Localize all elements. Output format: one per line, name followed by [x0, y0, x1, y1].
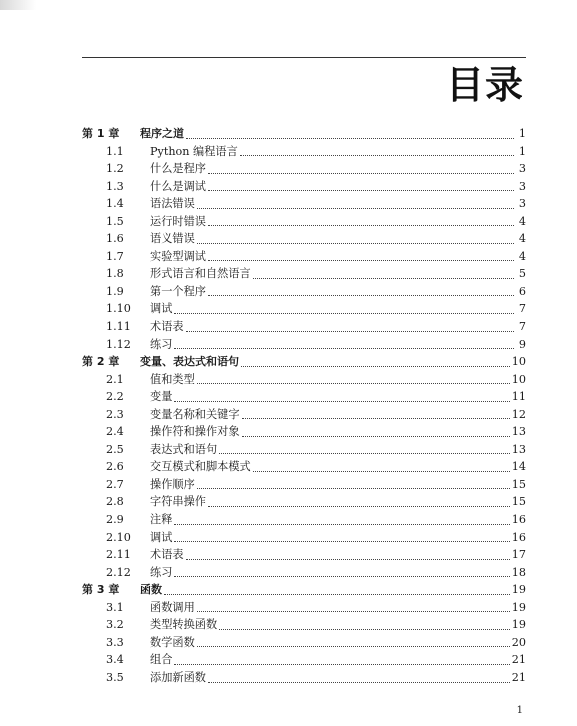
- toc-section-entry[interactable]: [82, 195, 526, 213]
- dot-leader: [219, 629, 510, 630]
- toc-entry-number: 1.4: [106, 197, 124, 211]
- toc-entry-title: 添加新函数: [150, 670, 206, 684]
- toc-entry-number: 1.3: [106, 179, 124, 193]
- header-rule: [82, 57, 526, 58]
- dot-leader: [197, 383, 510, 384]
- toc-entry-title: 什么是程序: [150, 162, 206, 176]
- dot-leader: [208, 260, 514, 261]
- toc-section-entry[interactable]: [82, 265, 526, 283]
- dot-leader: [174, 664, 509, 665]
- toc-section-entry[interactable]: [82, 178, 526, 196]
- toc-entry-title: 注释: [150, 513, 173, 527]
- toc-entry-number: 2.7: [106, 477, 124, 491]
- toc-entry-page: 15: [511, 477, 526, 491]
- toc-entry-page: 19: [511, 583, 526, 597]
- toc-section-entry[interactable]: [82, 406, 526, 424]
- toc-section-entry[interactable]: [82, 476, 526, 494]
- toc-entry-number: 第 2 章: [82, 355, 120, 369]
- toc-section-entry[interactable]: [82, 616, 526, 634]
- toc-entry-number: 1.9: [106, 284, 124, 298]
- dot-leader: [242, 418, 510, 419]
- toc-entry-title: 变量名称和关键字: [150, 407, 240, 421]
- toc-section-entry[interactable]: [82, 458, 526, 476]
- dot-leader: [208, 506, 510, 507]
- toc-entry-page: 3: [518, 179, 526, 193]
- toc-entry-page: 3: [518, 162, 526, 176]
- toc-entry-page: 12: [511, 407, 526, 421]
- toc-entry-title: 函数调用: [150, 600, 195, 614]
- toc-entry-title: 程序之道: [140, 127, 184, 140]
- dot-leader: [164, 594, 510, 595]
- toc-section-entry[interactable]: [82, 143, 526, 161]
- toc-section-entry[interactable]: [82, 529, 526, 547]
- dot-leader: [174, 348, 514, 349]
- dot-leader: [242, 436, 510, 437]
- toc-entry-title: 函数: [140, 583, 162, 597]
- toc-entry-title: 什么是调试: [150, 179, 206, 193]
- dot-leader: [253, 278, 514, 279]
- toc-entry-page: 13: [511, 442, 526, 456]
- toc-chapter-entry[interactable]: [82, 353, 526, 371]
- toc-entry-number: 3.5: [106, 670, 124, 684]
- toc-section-entry[interactable]: [82, 441, 526, 459]
- toc-section-entry[interactable]: [82, 423, 526, 441]
- toc-entry-title: 交互模式和脚本模式: [150, 460, 251, 474]
- toc-entry-page: 4: [518, 249, 526, 263]
- toc-entry-title: 值和类型: [150, 372, 195, 386]
- toc-entry-number: 2.4: [106, 425, 124, 439]
- toc-entry-page: 4: [518, 232, 526, 246]
- toc-section-entry[interactable]: [82, 336, 526, 354]
- toc-entry-page: 16: [511, 513, 526, 527]
- toc-entry-page: 10: [511, 355, 526, 369]
- toc-entry-title: 类型转换函数: [150, 618, 218, 632]
- toc-entry-title: 调试: [150, 302, 173, 316]
- toc-entry-page: 21: [511, 670, 526, 684]
- dot-leader: [240, 155, 514, 156]
- scan-shadow: [0, 0, 36, 10]
- toc-entry-title: 表达式和语句: [150, 442, 218, 456]
- toc-entry-title: 术语表: [150, 548, 184, 562]
- toc-entry-number: 1.12: [106, 337, 131, 351]
- dot-leader: [174, 313, 514, 314]
- toc-entry-page: 11: [511, 390, 526, 404]
- toc-chapter-entry[interactable]: [82, 581, 526, 599]
- toc-entry-number: 第 3 章: [82, 583, 120, 597]
- toc-section-entry[interactable]: [82, 318, 526, 336]
- dot-leader: [208, 682, 510, 683]
- toc-entry-title: 字符串操作: [150, 495, 206, 509]
- dot-leader: [253, 471, 510, 472]
- toc-section-entry[interactable]: [82, 248, 526, 266]
- dot-leader: [197, 488, 510, 489]
- toc-entry-number: 2.10: [106, 530, 131, 544]
- toc-entry-number: 3.2: [106, 618, 124, 632]
- toc-entry-page: 20: [511, 635, 526, 649]
- toc-entry-number: 1.5: [106, 214, 124, 228]
- toc-entry-page: 7: [518, 320, 526, 334]
- toc-entry-title: 组合: [150, 653, 173, 667]
- dot-leader: [174, 524, 509, 525]
- toc-entry-page: 17: [511, 548, 526, 562]
- toc-entry-number: 2.2: [106, 390, 124, 404]
- toc-entry-title: 第一个程序: [150, 284, 206, 298]
- toc-chapter-entry[interactable]: [82, 125, 526, 143]
- toc-entry-number: 3.4: [106, 653, 124, 667]
- toc-section-entry[interactable]: [82, 371, 526, 389]
- toc-entry-page: 1: [518, 144, 526, 158]
- toc-entry-title: 语法错误: [150, 197, 195, 211]
- toc-entry-number: 2.3: [106, 407, 124, 421]
- toc-entry-page: 9: [518, 337, 526, 351]
- toc-entry-title: 操作顺序: [150, 477, 195, 491]
- dot-leader: [208, 295, 514, 296]
- dot-leader: [197, 646, 510, 647]
- dot-leader: [186, 559, 510, 560]
- toc-entry-page: 15: [511, 495, 526, 509]
- toc-section-entry[interactable]: [82, 599, 526, 617]
- dot-leader: [186, 138, 514, 139]
- toc-entry-number: 2.1: [106, 372, 124, 386]
- table-of-contents: [82, 125, 526, 687]
- toc-entry-number: 1.6: [106, 232, 124, 246]
- toc-entry-number: 3.1: [106, 600, 124, 614]
- toc-section-entry[interactable]: [82, 213, 526, 231]
- toc-entry-number: 2.6: [106, 460, 124, 474]
- toc-entry-page: 18: [511, 565, 526, 579]
- toc-entry-page: 19: [511, 600, 526, 614]
- toc-entry-number: 2.12: [106, 565, 131, 579]
- toc-entry-page: 5: [518, 267, 526, 281]
- toc-entry-number: 1.1: [106, 144, 124, 158]
- dot-leader: [208, 173, 514, 174]
- toc-entry-number: 1.10: [106, 302, 131, 316]
- toc-entry-page: 1: [518, 127, 526, 140]
- dot-leader: [197, 611, 510, 612]
- toc-section-entry[interactable]: [82, 300, 526, 318]
- page-title: 目录: [445, 63, 524, 107]
- toc-entry-page: 19: [511, 618, 526, 632]
- toc-section-entry[interactable]: [82, 564, 526, 582]
- toc-entry-title: 操作符和操作对象: [150, 425, 240, 439]
- toc-entry-number: 2.9: [106, 513, 124, 527]
- toc-entry-title: Python 编程语言: [150, 144, 238, 158]
- toc-entry-number: 1.8: [106, 267, 124, 281]
- toc-entry-title: 语义错误: [150, 232, 195, 246]
- toc-entry-title: 形式语言和自然语言: [150, 267, 251, 281]
- toc-section-entry[interactable]: [82, 230, 526, 248]
- toc-entry-page: 16: [511, 530, 526, 544]
- dot-leader: [208, 225, 514, 226]
- dot-leader: [197, 243, 514, 244]
- toc-entry-page: 3: [518, 197, 526, 211]
- toc-entry-number: 3.3: [106, 635, 124, 649]
- toc-entry-title: 运行时错误: [150, 214, 206, 228]
- dot-leader: [174, 541, 509, 542]
- toc-entry-number: 1.2: [106, 162, 124, 176]
- dot-leader: [219, 453, 510, 454]
- toc-entry-number: 2.8: [106, 495, 124, 509]
- dot-leader: [174, 576, 509, 577]
- toc-entry-page: 4: [518, 214, 526, 228]
- toc-entry-page: 10: [511, 372, 526, 386]
- toc-entry-page: 14: [511, 460, 526, 474]
- toc-entry-title: 调试: [150, 530, 173, 544]
- dot-leader: [197, 208, 514, 209]
- toc-section-entry[interactable]: [82, 651, 526, 669]
- toc-entry-title: 变量、表达式和语句: [140, 355, 239, 369]
- dot-leader: [186, 331, 514, 332]
- toc-entry-number: 1.7: [106, 249, 124, 263]
- dot-leader: [241, 366, 510, 367]
- toc-section-entry[interactable]: [82, 388, 526, 406]
- dot-leader: [208, 190, 514, 191]
- toc-entry-page: 7: [518, 302, 526, 316]
- toc-entry-number: 1.11: [106, 320, 131, 334]
- toc-entry-title: 练习: [150, 337, 173, 351]
- toc-entry-title: 练习: [150, 565, 173, 579]
- toc-section-entry[interactable]: [82, 283, 526, 301]
- toc-entry-page: 21: [511, 653, 526, 667]
- toc-entry-number: 2.5: [106, 442, 124, 456]
- page-number: 1: [516, 705, 523, 716]
- toc-entry-page: 6: [518, 284, 526, 298]
- toc-entry-title: 实验型调试: [150, 249, 206, 263]
- toc-entry-page: 13: [511, 425, 526, 439]
- toc-section-entry[interactable]: [82, 511, 526, 529]
- toc-entry-title: 变量: [150, 390, 173, 404]
- toc-entry-title: 数学函数: [150, 635, 195, 649]
- toc-section-entry[interactable]: [82, 493, 526, 511]
- toc-section-entry[interactable]: [82, 160, 526, 178]
- toc-entry-title: 术语表: [150, 320, 184, 334]
- toc-section-entry[interactable]: [82, 546, 526, 564]
- dot-leader: [174, 401, 509, 402]
- toc-section-entry[interactable]: [82, 669, 526, 687]
- toc-entry-number: 2.11: [106, 548, 131, 562]
- toc-section-entry[interactable]: [82, 634, 526, 652]
- toc-entry-number: 第 1 章: [82, 127, 120, 140]
